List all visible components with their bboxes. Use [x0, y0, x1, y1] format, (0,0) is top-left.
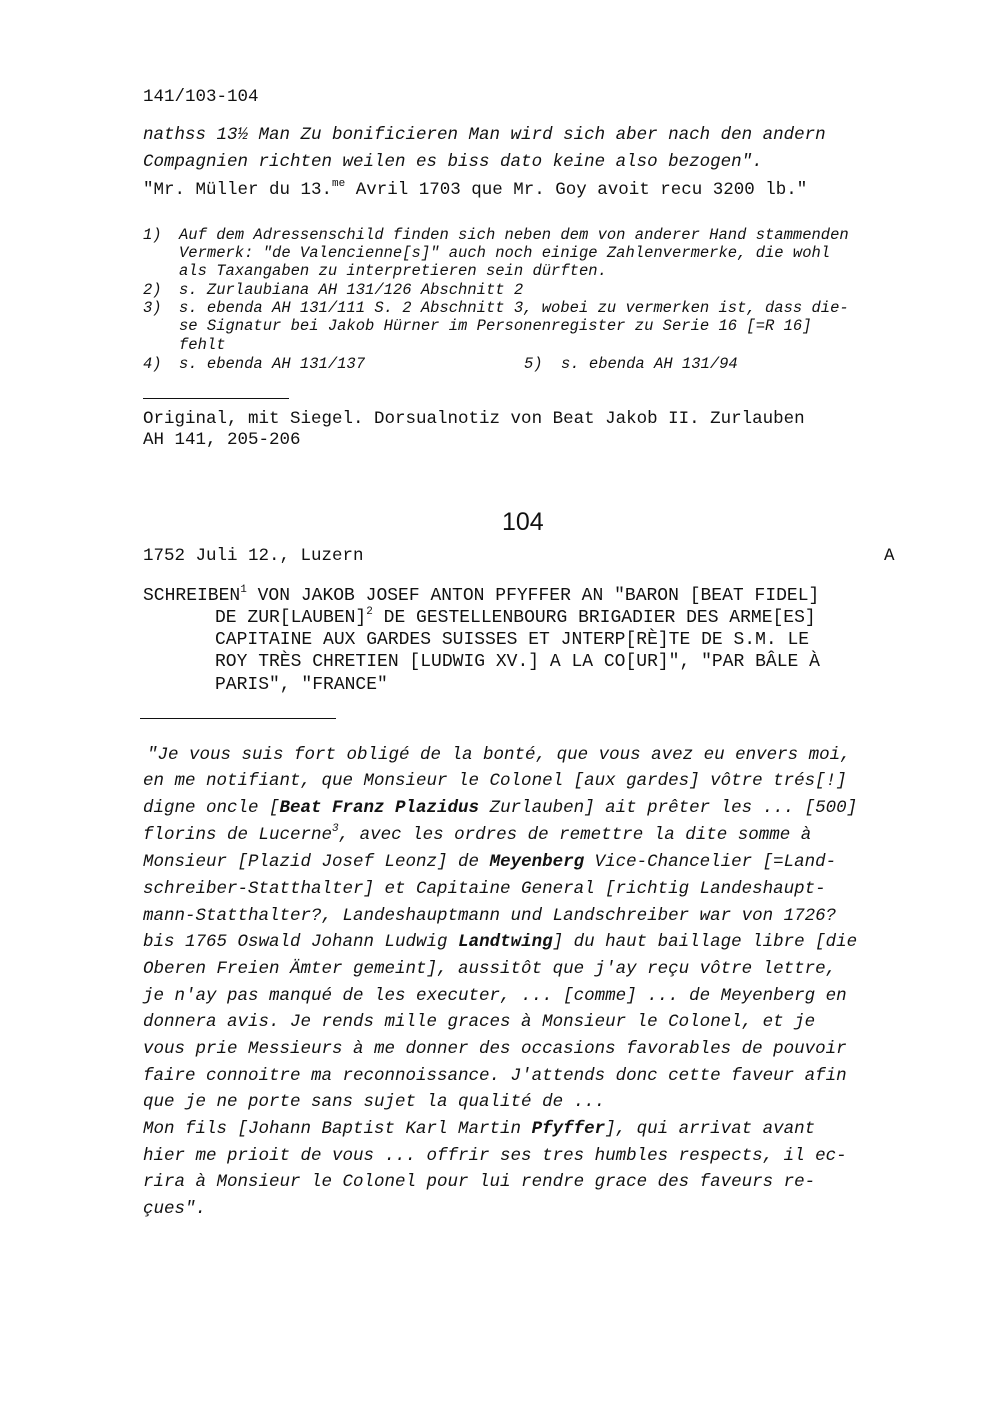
date-place: 1752 Juli 12., Luzern [143, 546, 364, 566]
body-line-3: digne oncle [Beat Franz Plazidus Zurlauben] ait prêter les ... [500] [143, 798, 858, 818]
body-line-8: bis 1765 Oswald Johann Ludwig Landtwing] du haut baillage libre [die [143, 932, 858, 952]
body-line-16: hier me prioit de vous ... offrir ses tres humbles respects, il ec- [143, 1146, 847, 1166]
footnote-3-line-3: fehlt [179, 336, 226, 354]
footnote-marker: 2 [366, 606, 373, 618]
superscript: me [332, 178, 346, 191]
body-line-18: çues". [143, 1199, 207, 1219]
body-line-9: Oberen Freien Ämter gemeint], aussitôt que j'ay reçu vôtre lettre, [143, 959, 837, 979]
body-line-4: florins de Lucerne$^3$, avec les ordres de remettre la dite somme à [143, 823, 812, 845]
body-line-5: Monsieur [Plazid Josef Leonz] de Meyenberg Vice-Chancelier [=Land- [143, 852, 837, 872]
footnote-1-line-1: Auf dem Adressenschild finden sich neben dem von anderer Hand stammenden [179, 226, 849, 244]
document-number: 104 [502, 508, 544, 536]
footnote-1-line-2: Vermerk: "de Valencienne[s]" auch noch einige Zahlenvermerke, die wohl [179, 244, 831, 262]
heading-line-1: SCHREIBEN$^1$ VON JAKOB JOSEF ANTON PFYFFER AN "BARON [BEAT FIDEL] [143, 584, 820, 606]
body-line-12: vous prie Messieurs à me donner des occasions favorables de pouvoir [143, 1039, 847, 1059]
footnote-marker: 3 [332, 823, 339, 836]
continuation-line-3: "Mr. Müller du 13.$^{me}$ Avril 1703 que Mr. Goy avoit recu 3200 lb." [143, 178, 808, 200]
body-line-1: "Je vous suis fort obligé de la bonté, que vous avez eu envers moi, [147, 745, 851, 765]
footnote-divider [143, 398, 289, 399]
person-name: Landtwing [458, 932, 553, 952]
footnote-2-line-1: s. Zurlaubiana AH 131/126 Abschnitt 2 [179, 281, 524, 299]
body-line-15: Mon fils [Johann Baptist Karl Martin Pfyffer], qui arrivat avant [143, 1119, 816, 1139]
footnote-3-number: 3) [143, 299, 162, 317]
person-name: Meyenberg [489, 852, 585, 872]
footnote-2-number: 2) [143, 281, 162, 299]
footnote-marker: 1 [240, 584, 247, 596]
heading-line-5: PARIS", "FRANCE" [215, 675, 388, 695]
body-line-7: mann-Statthalter?, Landeshauptmann und Landschreiber war von 1726? [143, 906, 837, 926]
heading-line-2: DE ZUR[LAUBEN]$^2$ DE GESTELLENBOURG BRIGADIER DES ARME[ES] [215, 606, 816, 628]
footnote-1-line-3: als Taxangaben zu interpretieren sein dürften. [179, 262, 607, 280]
footnote-4-line-1: s. ebenda AH 131/137 [179, 355, 366, 373]
heading-line-4: ROY TRÈS CHRETIEN [LUDWIG XV.] A LA CO[UR]", "PAR BÂLE À [215, 652, 820, 672]
footnote-5-line-1: s. ebenda AH 131/94 [561, 355, 738, 373]
footnote-3-line-2: se Signatur bei Jakob Hürner im Personenregister zu Serie 16 [=R 16] [179, 317, 812, 335]
body-line-11: donnera avis. Je rends mille graces à Monsieur le Colonel, et je [143, 1012, 816, 1032]
continuation-line-1: nathss 13½ Man Zu bonificieren Man wird sich aber nach den andern [143, 125, 826, 145]
source-note-line-1: Original, mit Siegel. Dorsualnotiz von Beat Jakob II. Zurlauben [143, 409, 805, 429]
continuation-line-2: Compagnien richten weilen es biss dato keine also bezogen". [143, 152, 763, 172]
person-name: Pfyffer [531, 1119, 606, 1139]
body-line-6: schreiber-Statthalter] et Capitaine General [richtig Landeshaupt- [143, 879, 826, 899]
footnote-4-number: 4) [143, 355, 162, 373]
body-line-17: rira à Monsieur le Colonel pour lui rendre grace des faveurs re- [143, 1172, 816, 1192]
document-type-letter: A [884, 546, 895, 566]
footnote-5-number: 5) [524, 355, 543, 373]
source-note-line-2: AH 141, 205-206 [143, 430, 301, 450]
body-line-13: faire connoitre ma reconnoissance. J'attends donc cette faveur afin [143, 1066, 847, 1086]
footnote-1-number: 1) [143, 226, 162, 244]
footnote-3-line-1: s. ebenda AH 131/111 S. 2 Abschnitt 3, wobei zu vermerken ist, dass die- [179, 299, 849, 317]
page-reference: 141/103-104 [143, 87, 259, 107]
person-name: Beat Franz Plazidus [279, 798, 480, 818]
body-line-14: que je ne porte sans sujet la qualité de ... [143, 1092, 606, 1112]
body-line-10: je n'ay pas manqué de les executer, ... [comme] ... de Meyenberg en [143, 986, 847, 1006]
heading-divider [140, 718, 336, 719]
heading-line-3: CAPITAINE AUX GARDES SUISSES ET JNTERP[RÈ]TE DE S.M. LE [215, 630, 810, 650]
body-line-2: en me notifiant, que Monsieur le Colonel [aux gardes] vôtre trés[!] [143, 771, 847, 791]
